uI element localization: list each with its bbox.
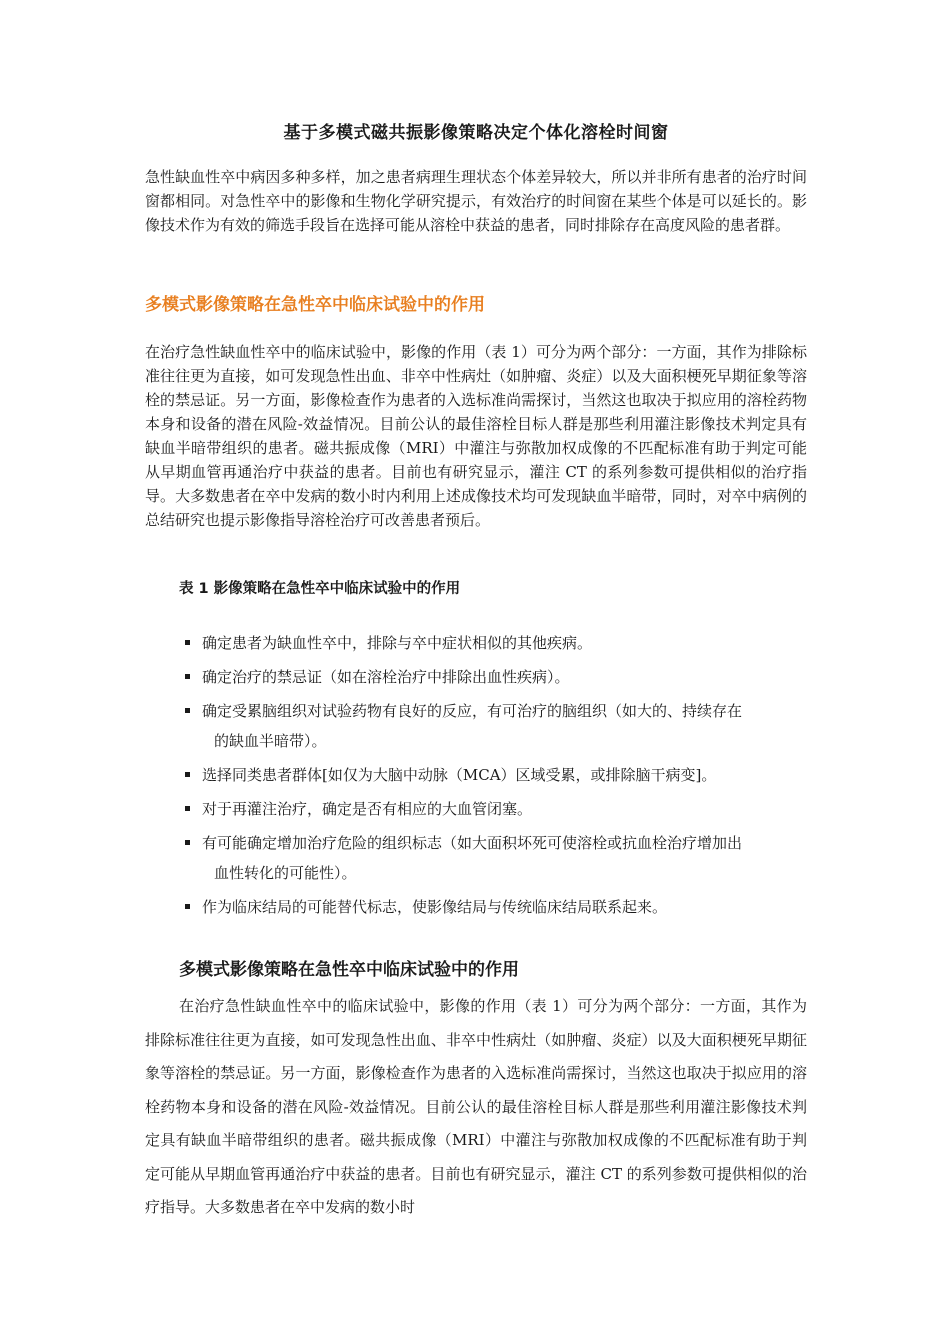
list-item [185,828,810,888]
list-item [185,696,810,756]
bullet-square-icon [185,674,190,679]
bullet-square-icon [185,840,190,845]
list-item [185,760,810,790]
list-item [185,662,810,692]
list-item-text: 确定治疗的禁忌证（如在溶栓治疗中排除出血性疾病）。 [202,668,570,686]
list-item-text: 确定患者为缺血性卒中，排除与卒中症状相似的其他疾病。 [202,634,593,652]
table1-caption: 表 1 影像策略在急性卒中临床试验中的作用 [179,581,461,597]
section1-heading: 多模式影像策略在急性卒中临床试验中的作用 [145,295,485,315]
list-item-text: 对于再灌注治疗，确定是否有相应的大血管闭塞。 [202,800,533,818]
list-item [185,892,810,922]
list-item-text: 选择同类患者群体[如仅为大脑中动脉（MCA）区域受累，或排除脑干病变]。 [202,766,717,784]
section2-paragraph: 在治疗急性缺血性卒中的临床试验中，影像的作用（表 1）可分为两个部分：一方面，其作为排除标准往往更为直接，如可发现急性出血、非卒中性病灶（如肿瘤、炎症）以及大面积梗死早期征象等溶栓的禁忌证。另一方面，影像检查作为患者的入选标准尚需探讨，当然这也取决于拟应用的溶栓药物本身和设备的潜在风险-效益情况。目前公认的最佳溶栓目标人群是那些利用灌注影像技术判定具有缺血半暗带组织的患者。磁共振成像（MRI）中灌注与弥散加权成像的不匹配标准有助于判定可能从早期血管再通治疗中获益的患者。目前也有研究显示，灌注 CT 的系列参数可提供相似的治疗指导。大多数患者在卒中发病的数小时 [145,997,807,1216]
document-title: 基于多模式磁共振影像策略决定个体化溶栓时间窗 [283,123,669,143]
table1-bullet-list [185,628,810,926]
list-item-text: 作为临床结局的可能替代标志，使影像结局与传统临床结局联系起来。 [202,898,668,916]
list-item [185,628,810,658]
bullet-square-icon [185,806,190,811]
section2-heading: 多模式影像策略在急性卒中临床试验中的作用 [179,960,519,980]
list-item-text: 确定受累脑组织对试验药物有良好的反应，有可治疗的脑组织（如大的、持续存在 [202,702,743,720]
section1-paragraph: 在治疗急性缺血性卒中的临床试验中，影像的作用（表 1）可分为两个部分：一方面，其作为排除标准往往更为直接，如可发现急性出血、非卒中性病灶（如肿瘤、炎症）以及大面积梗死早期征象等溶栓的禁忌证。另一方面，影像检查作为患者的入选标准尚需探讨，当然这也取决于拟应用的溶栓药物本身和设备的潜在风险-效益情况。目前公认的最佳溶栓目标人群是那些利用灌注影像技术判定具有缺血半暗带组织的患者。磁共振成像（MRI）中灌注与弥散加权成像的不匹配标准有助于判定可能从早期血管再通治疗中获益的患者。目前也有研究显示，灌注 CT 的系列参数可提供相似的治疗指导。大多数患者在卒中发病的数小时内利用上述成像技术均可发现缺血半暗带，同时，对卒中病例的总结研究也提示影像指导溶栓治疗可改善患者预后。 [145,343,807,529]
list-item-text-continued: 血性转化的可能性）。 [214,864,357,882]
bullet-square-icon [185,772,190,777]
list-item-text-continued: 的缺血半暗带）。 [214,732,327,750]
bullet-square-icon [185,904,190,909]
bullet-square-icon [185,640,190,645]
bullet-square-icon [185,708,190,713]
intro-paragraph: 急性缺血性卒中病因多种多样，加之患者病理生理状态个体差异较大，所以并非所有患者的治疗时间窗都相同。对急性卒中的影像和生物化学研究提示，有效治疗的时间窗在某些个体是可以延长的。影像技术作为有效的筛选手段旨在选择可能从溶栓中获益的患者，同时排除存在高度风险的患者群。 [145,168,807,234]
list-item-text: 有可能确定增加治疗危险的组织标志（如大面积坏死可使溶栓或抗血栓治疗增加出 [202,834,743,852]
list-item [185,794,810,824]
